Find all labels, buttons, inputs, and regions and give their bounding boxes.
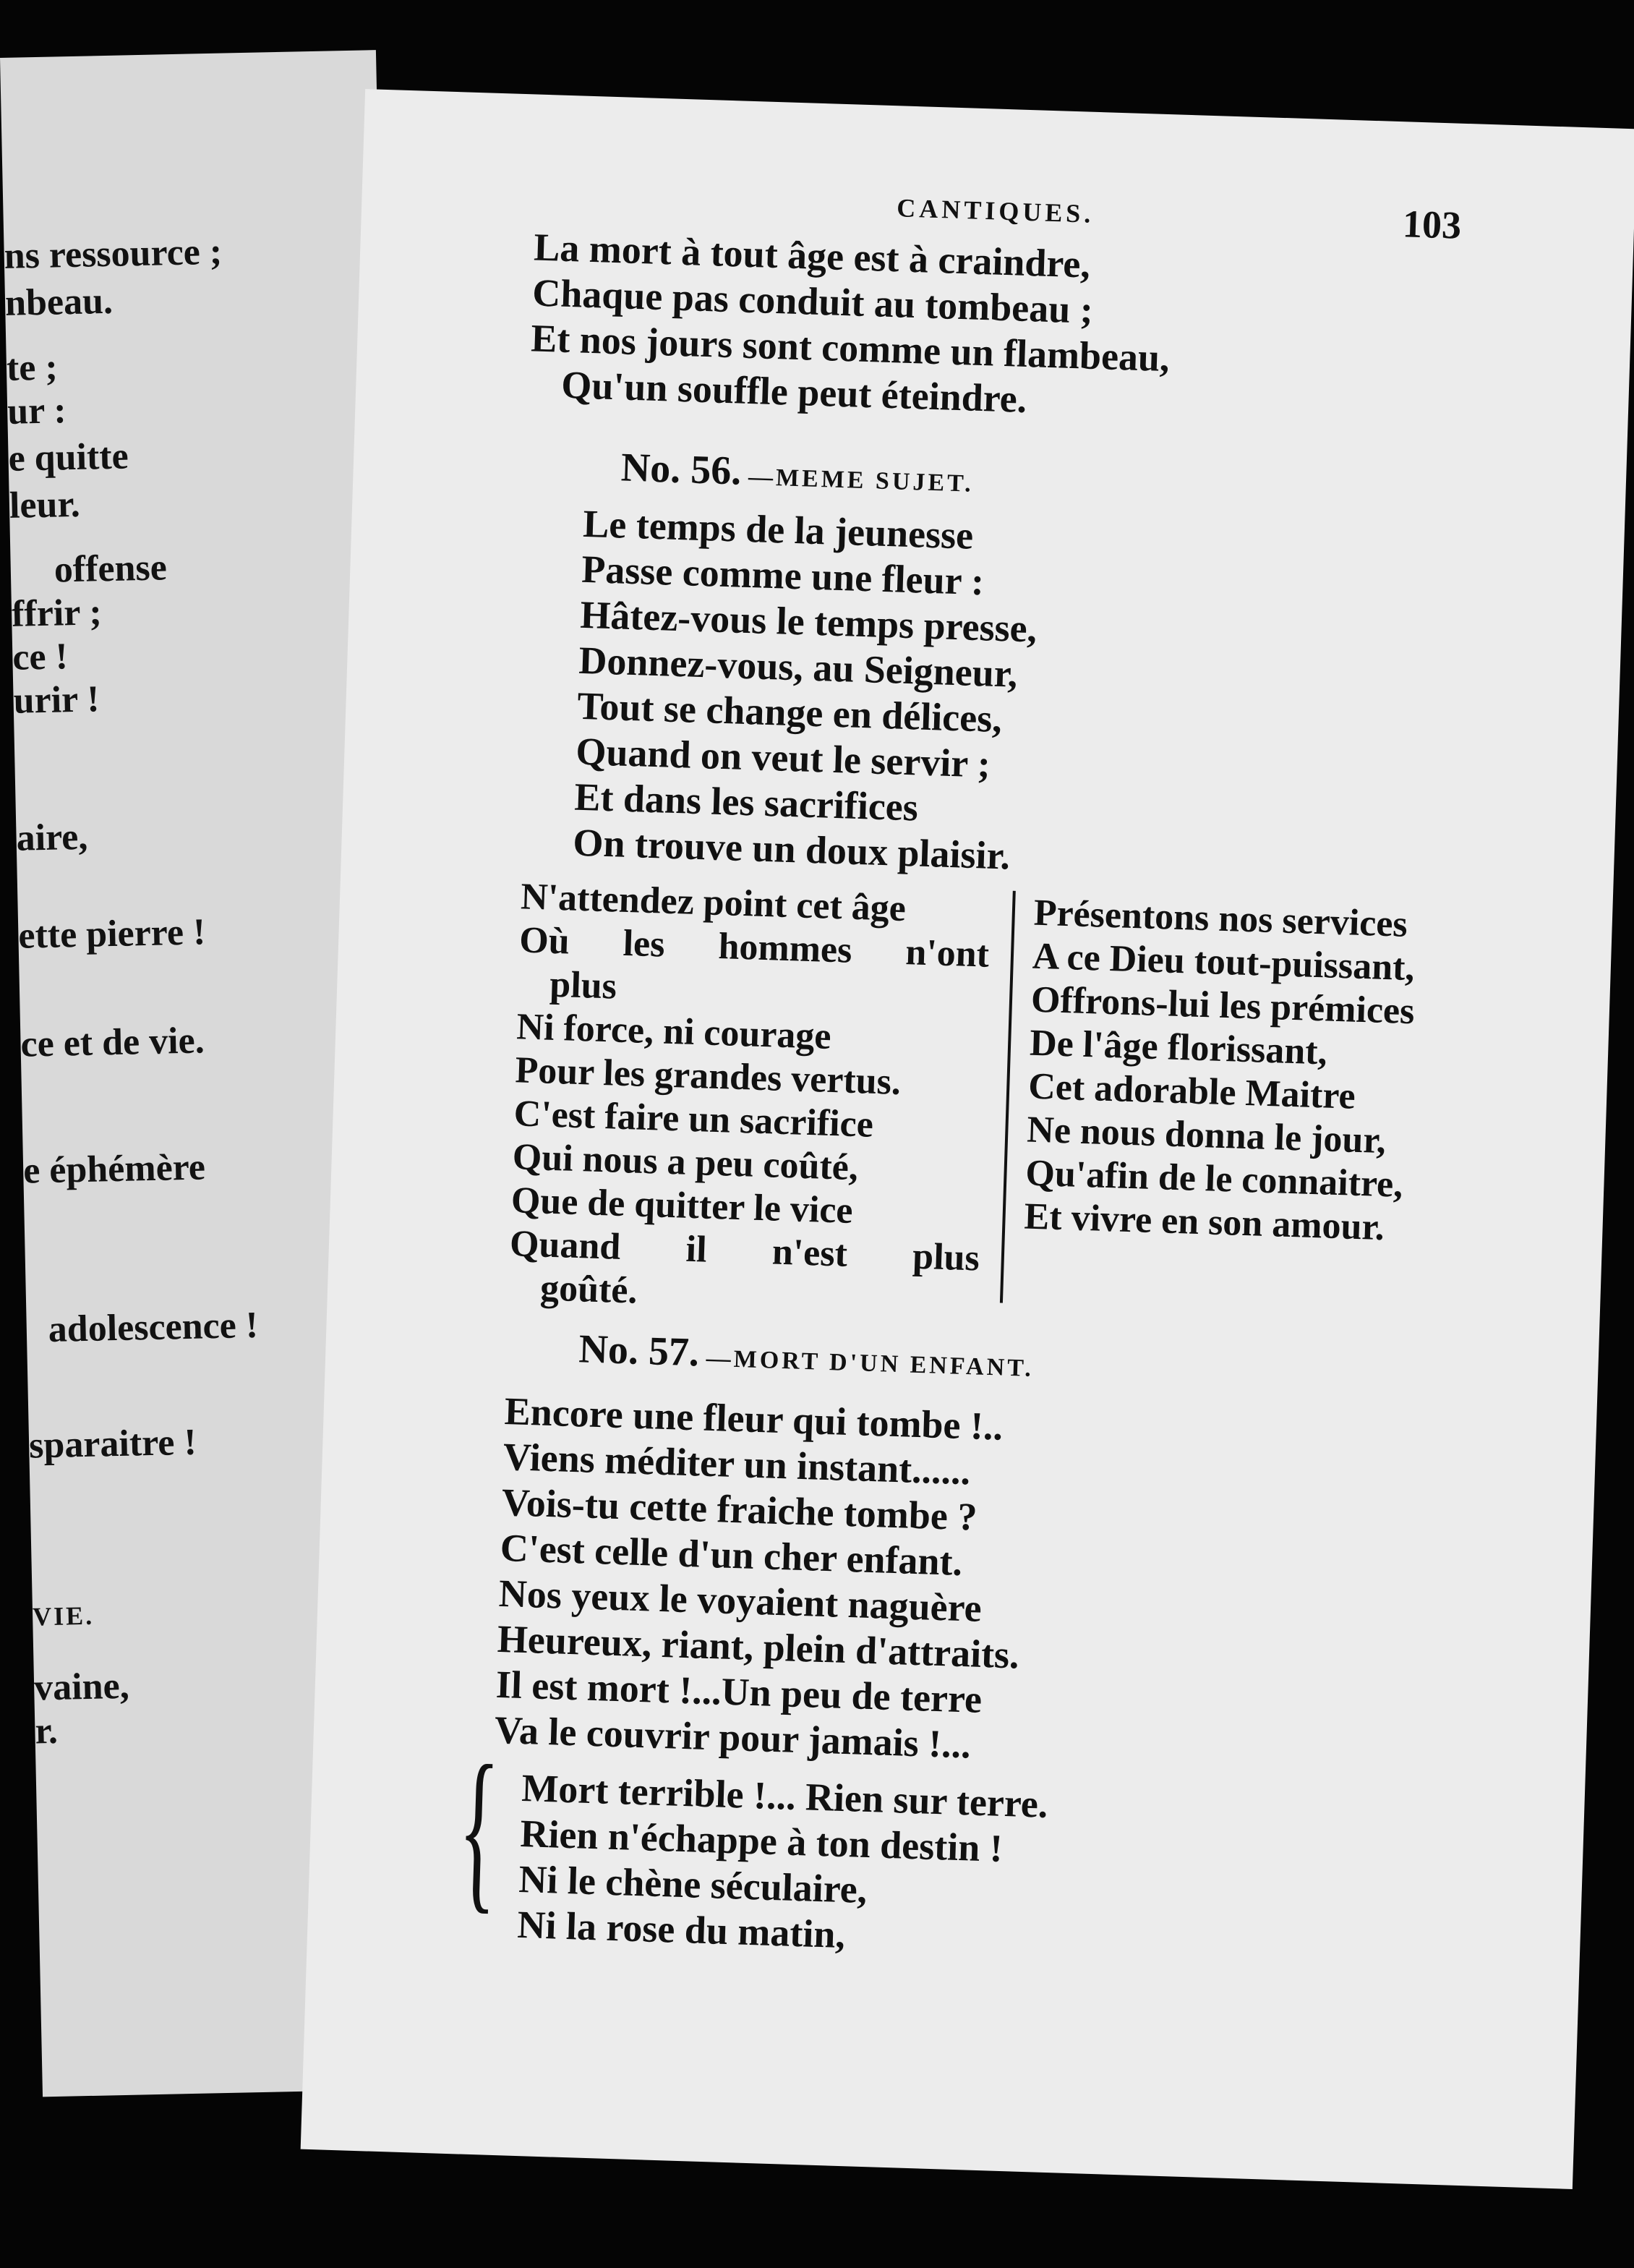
word: Quand — [509, 1223, 622, 1268]
hymn-57-heading — [578, 1326, 1035, 1386]
verse-line: Offrons-lui les prémices — [1030, 979, 1416, 1033]
brace-icon: { — [455, 1728, 502, 1930]
verse-line: Quand on veut le servir ; — [575, 729, 991, 786]
verse-line: Et dans les sacrifices — [573, 775, 919, 830]
opening-stanza — [529, 225, 1173, 427]
verse-line: Rien n'échappe à ton destin ! — [519, 1811, 1004, 1870]
verse-line: plus — [549, 963, 617, 1007]
word: plus — [912, 1235, 980, 1279]
left-fragment: nbeau. — [4, 280, 114, 324]
verse-line: Le temps de la jeunesse — [582, 501, 975, 558]
left-fragment: te ; — [6, 346, 59, 389]
verse-line: Il est mort !...Un peu de terre — [495, 1662, 983, 1721]
hymn-number: No. 56. — [620, 445, 743, 494]
hymn-title: —MORT D'UN ENFANT. — [706, 1344, 1035, 1382]
verse-line: N'attendez point cet âge — [520, 876, 907, 930]
verse-line: Encore une fleur qui tombe !.. — [503, 1389, 1004, 1449]
verse-line: C'est celle d'un cher enfant. — [499, 1525, 963, 1584]
verse-line: A ce Dieu tout-puissant, — [1032, 935, 1416, 989]
verse-line: Pour les grandes vertus. — [514, 1049, 902, 1103]
verse-line: Hâtez-vous le temps presse, — [579, 592, 1038, 651]
left-fragment: ce et de vie. — [20, 1020, 205, 1065]
verse-line: Présentons nos services — [1032, 892, 1408, 945]
running-head: CANTIQUES. — [896, 193, 1095, 229]
verse-line: Tout se change en délices, — [576, 683, 1003, 741]
hymn-57-refrain — [517, 1765, 1049, 1964]
hymn-56-right-column — [1024, 892, 1418, 1250]
verse-line: Vois-tu cette fraiche tombe ? — [500, 1480, 978, 1539]
verse-line: Donnez-vous, au Seigneur, — [578, 638, 1019, 696]
hymn-number: No. 57. — [578, 1326, 700, 1376]
book-page — [301, 89, 1634, 2189]
word: n'est — [771, 1231, 848, 1275]
verse-line: Que de quitter le vice — [510, 1180, 854, 1232]
verse-line: C'est faire un sacrifice — [513, 1093, 874, 1146]
hymn-56-left-column — [508, 875, 991, 1323]
left-fragment: offense — [54, 547, 168, 591]
verse-line: Cet adorable Maitre — [1027, 1065, 1356, 1117]
hymn-57-verse — [494, 1389, 1027, 1769]
left-fragment: ce ! — [12, 636, 69, 678]
verse-line: Passe comme une fleur : — [581, 547, 985, 604]
hymn-56-heading — [620, 444, 975, 501]
verse-line: Ni le chène séculaire, — [518, 1856, 868, 1912]
hymn-title: —MEME SUJET. — [748, 463, 975, 498]
word: les — [622, 922, 666, 965]
word: Où — [518, 919, 570, 963]
left-fragment: e éphémère — [22, 1146, 206, 1192]
left-fragment: ette pierre ! — [17, 911, 206, 957]
left-fragment: leur. — [9, 483, 81, 526]
left-fragment: VIE. — [32, 1600, 95, 1632]
verse-line: Et vivre en son amour. — [1023, 1195, 1385, 1249]
verse-line: Ne nous donna le jour, — [1026, 1109, 1387, 1162]
left-fragment: ffrir ; — [11, 592, 103, 635]
verse-line: Qui nous a peu coûté, — [512, 1136, 859, 1189]
word: il — [685, 1228, 708, 1271]
verse-line: goûté. — [539, 1267, 638, 1312]
verse-line: On trouve un doux plaisir. — [572, 820, 1011, 878]
verse-line: Chaque pas conduit au tombeau ; — [531, 270, 1094, 332]
left-fragment: ns ressource ; — [4, 231, 223, 277]
verse-line: Heureux, riant, plein d'attraits. — [497, 1616, 1020, 1677]
verse-line: Ni la rose du matin, — [516, 1902, 846, 1957]
left-fragment: aire, — [16, 816, 88, 859]
verse-line: La mort à tout âge est à craindre, — [533, 225, 1091, 286]
verse-line: Ni force, ni courage — [516, 1006, 832, 1057]
left-fragment: sparaitre ! — [28, 1421, 197, 1467]
left-fragment: r. — [34, 1710, 59, 1752]
verse-line: De l'âge florissant, — [1029, 1022, 1328, 1073]
verse-line: Et nos jours sont comme un flambeau, — [530, 316, 1171, 380]
verse-line: Mort terrible !... Rien sur terre. — [521, 1766, 1049, 1826]
verse-line: Qu'un souffle peut éteindre. — [560, 362, 1028, 422]
word: n'ont — [904, 932, 990, 976]
left-fragment: vaine, — [33, 1665, 130, 1709]
verse-line: Viens méditer un instant...... — [502, 1434, 972, 1493]
verse-line: Qu'afin de le connaitre, — [1025, 1152, 1404, 1206]
verse-line: Nos yeux le voyaient naguère — [498, 1571, 983, 1630]
left-fragment: e quitte — [8, 435, 129, 479]
left-fragment: urir ! — [13, 678, 100, 722]
left-fragment: ur : — [7, 390, 67, 432]
left-fragment: adolescence ! — [48, 1304, 259, 1350]
word: hommes — [717, 926, 853, 971]
hymn-56-verse — [573, 501, 1040, 880]
column-divider — [1000, 891, 1016, 1303]
page-number: 103 — [1402, 202, 1462, 247]
verse-line: Va le couvrir pour jamais !... — [494, 1708, 972, 1767]
